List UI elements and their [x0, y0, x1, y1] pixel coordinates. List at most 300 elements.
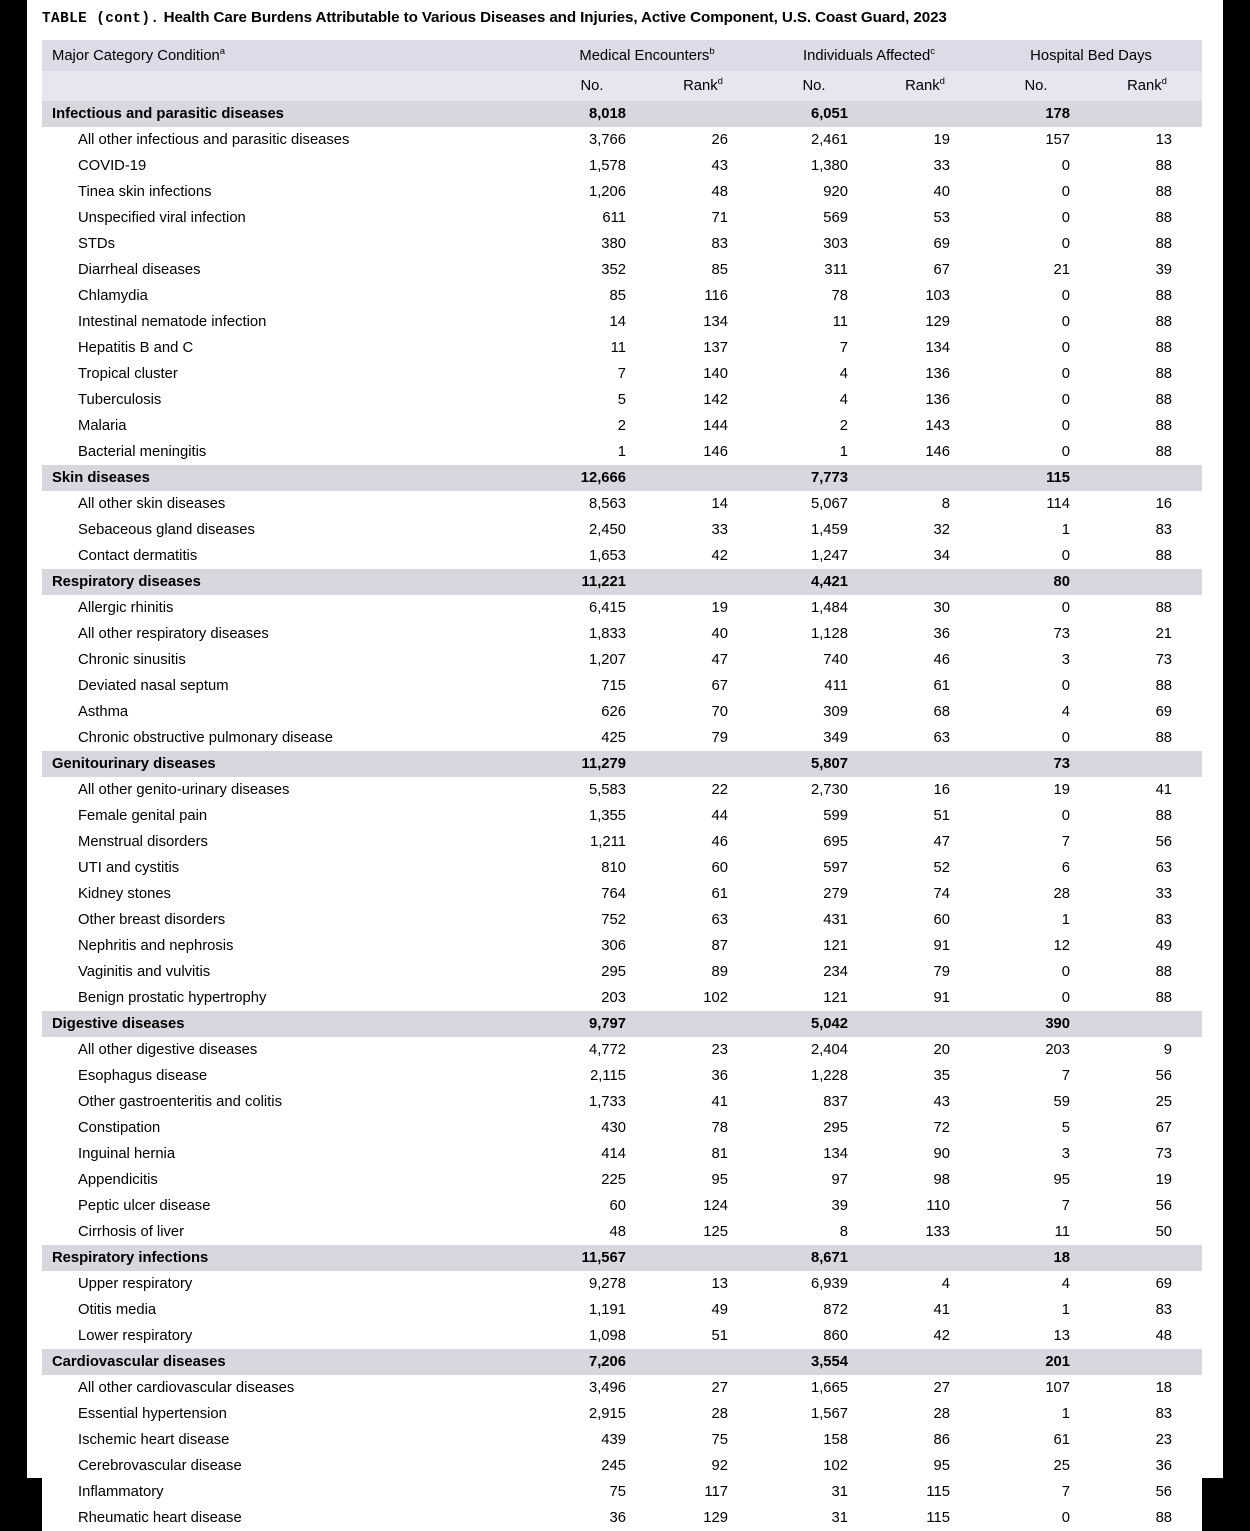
row-value-no: 9,278	[536, 1271, 648, 1297]
row-value-no: 4	[758, 387, 870, 413]
row-value-rank: 134	[648, 309, 758, 335]
table-row	[42, 1323, 1202, 1349]
row-value-rank: 27	[648, 1375, 758, 1401]
header-no-medical: No.	[536, 71, 648, 101]
row-value-rank: 83	[1092, 1297, 1202, 1323]
row-value-rank: 13	[648, 1271, 758, 1297]
row-value-no: 309	[758, 699, 870, 725]
row-value-no: 245	[536, 1453, 648, 1479]
row-condition-label: All other cardiovascular diseases	[42, 1375, 536, 1401]
table-title-text: Health Care Burdens Attributable to Various Diseases and Injuries, Active Component, U.S. Coast Guard, 2023	[159, 9, 947, 26]
category-value-no: 80	[980, 569, 1092, 595]
row-value-no: 14	[536, 309, 648, 335]
row-value-rank: 33	[1092, 881, 1202, 907]
row-value-rank: 144	[648, 413, 758, 439]
category-value-rank	[870, 1349, 980, 1375]
row-value-rank: 91	[870, 985, 980, 1011]
header-group-hospital-bed-days	[980, 40, 1202, 71]
row-value-rank: 16	[1092, 491, 1202, 517]
row-value-no: 203	[980, 1037, 1092, 1063]
row-condition-label: Chronic sinusitis	[42, 647, 536, 673]
row-value-rank: 42	[648, 543, 758, 569]
table-row	[42, 1505, 1202, 1531]
header-rank-footnote: d	[1161, 76, 1167, 88]
row-value-rank: 47	[870, 829, 980, 855]
row-value-rank: 41	[1092, 777, 1202, 803]
row-value-rank: 88	[1092, 959, 1202, 985]
row-value-no: 121	[758, 933, 870, 959]
row-value-rank: 63	[648, 907, 758, 933]
row-value-no: 1,128	[758, 621, 870, 647]
row-value-no: 3,766	[536, 127, 648, 153]
row-value-no: 295	[758, 1115, 870, 1141]
category-value-no: 18	[980, 1245, 1092, 1271]
row-value-no: 411	[758, 673, 870, 699]
row-value-no: 0	[980, 231, 1092, 257]
header-group-label: Hospital Bed Days	[1030, 48, 1152, 64]
row-condition-label: All other respiratory diseases	[42, 621, 536, 647]
row-condition-label: Upper respiratory	[42, 1271, 536, 1297]
row-value-no: 1	[758, 439, 870, 465]
header-condition-footnote: a	[219, 46, 226, 58]
row-condition-label: UTI and cystitis	[42, 855, 536, 881]
row-condition-label: Tinea skin infections	[42, 179, 536, 205]
table-row	[42, 829, 1202, 855]
row-condition-label: Essential hypertension	[42, 1401, 536, 1427]
row-value-no: 1,567	[758, 1401, 870, 1427]
row-value-rank: 95	[648, 1167, 758, 1193]
table-row	[42, 1219, 1202, 1245]
row-value-rank: 95	[870, 1453, 980, 1479]
row-value-rank: 34	[870, 543, 980, 569]
category-value-rank	[1092, 465, 1202, 491]
row-value-no: 5,583	[536, 777, 648, 803]
row-value-rank: 125	[648, 1219, 758, 1245]
table-row	[42, 1427, 1202, 1453]
row-value-rank: 83	[1092, 907, 1202, 933]
row-value-no: 21	[980, 257, 1092, 283]
row-value-rank: 83	[1092, 517, 1202, 543]
row-value-rank: 133	[870, 1219, 980, 1245]
header-condition	[42, 40, 536, 71]
row-value-no: 0	[980, 1505, 1092, 1531]
row-condition-label: Inguinal hernia	[42, 1141, 536, 1167]
row-value-rank: 136	[870, 361, 980, 387]
table-category-row	[42, 1245, 1202, 1271]
row-value-rank: 26	[648, 127, 758, 153]
row-value-no: 380	[536, 231, 648, 257]
row-value-no: 3	[980, 647, 1092, 673]
row-condition-label: Otitis media	[42, 1297, 536, 1323]
category-value-rank	[648, 569, 758, 595]
table-row	[42, 1089, 1202, 1115]
row-value-rank: 88	[1092, 309, 1202, 335]
table-row	[42, 725, 1202, 751]
row-value-no: 0	[980, 283, 1092, 309]
row-value-no: 295	[536, 959, 648, 985]
row-value-rank: 40	[870, 179, 980, 205]
category-value-no: 5,042	[758, 1011, 870, 1037]
row-condition-label: Hepatitis B and C	[42, 335, 536, 361]
table-row	[42, 335, 1202, 361]
row-value-no: 0	[980, 595, 1092, 621]
row-value-rank: 9	[1092, 1037, 1202, 1063]
category-value-rank	[648, 751, 758, 777]
row-value-no: 1	[536, 439, 648, 465]
row-value-rank: 68	[870, 699, 980, 725]
category-value-rank	[870, 569, 980, 595]
row-condition-label: Unspecified viral infection	[42, 205, 536, 231]
row-value-no: 7	[980, 829, 1092, 855]
table-category-row	[42, 1011, 1202, 1037]
row-condition-label: All other genito-urinary diseases	[42, 777, 536, 803]
row-value-rank: 102	[648, 985, 758, 1011]
row-value-no: 25	[980, 1453, 1092, 1479]
row-value-no: 95	[980, 1167, 1092, 1193]
row-value-no: 1,380	[758, 153, 870, 179]
table-row	[42, 179, 1202, 205]
category-value-rank	[1092, 1245, 1202, 1271]
row-value-no: 114	[980, 491, 1092, 517]
category-label: Digestive diseases	[42, 1011, 536, 1037]
row-value-rank: 44	[648, 803, 758, 829]
row-value-no: 59	[980, 1089, 1092, 1115]
table-row	[42, 621, 1202, 647]
row-value-rank: 51	[648, 1323, 758, 1349]
category-value-rank	[1092, 1349, 1202, 1375]
table-row	[42, 1141, 1202, 1167]
row-value-rank: 129	[870, 309, 980, 335]
row-value-no: 13	[980, 1323, 1092, 1349]
row-value-no: 2,404	[758, 1037, 870, 1063]
row-value-no: 837	[758, 1089, 870, 1115]
row-value-no: 1,484	[758, 595, 870, 621]
row-condition-label: Lower respiratory	[42, 1323, 536, 1349]
row-value-rank: 21	[1092, 621, 1202, 647]
category-value-rank	[1092, 751, 1202, 777]
row-value-rank: 22	[648, 777, 758, 803]
row-value-no: 7	[980, 1479, 1092, 1505]
category-value-rank	[1092, 1011, 1202, 1037]
row-value-rank: 23	[1092, 1427, 1202, 1453]
row-value-rank: 88	[1092, 543, 1202, 569]
row-condition-label: Allergic rhinitis	[42, 595, 536, 621]
row-value-rank: 67	[870, 257, 980, 283]
row-value-rank: 49	[648, 1297, 758, 1323]
row-value-rank: 72	[870, 1115, 980, 1141]
row-value-rank: 88	[1092, 231, 1202, 257]
row-value-no: 2,450	[536, 517, 648, 543]
row-value-rank: 48	[648, 179, 758, 205]
row-value-rank: 56	[1092, 1193, 1202, 1219]
row-value-no: 36	[536, 1505, 648, 1531]
row-value-no: 1,191	[536, 1297, 648, 1323]
category-value-rank	[1092, 101, 1202, 127]
row-value-no: 134	[758, 1141, 870, 1167]
row-condition-label: Bacterial meningitis	[42, 439, 536, 465]
row-value-no: 303	[758, 231, 870, 257]
row-value-no: 0	[980, 361, 1092, 387]
row-value-no: 107	[980, 1375, 1092, 1401]
category-label: Genitourinary diseases	[42, 751, 536, 777]
table-row	[42, 1063, 1202, 1089]
row-value-rank: 83	[1092, 1401, 1202, 1427]
row-value-rank: 116	[648, 283, 758, 309]
row-value-rank: 143	[870, 413, 980, 439]
table-row	[42, 1375, 1202, 1401]
row-value-no: 19	[980, 777, 1092, 803]
row-value-rank: 88	[1092, 413, 1202, 439]
row-value-no: 872	[758, 1297, 870, 1323]
row-value-rank: 67	[648, 673, 758, 699]
table-row	[42, 647, 1202, 673]
category-value-no: 12,666	[536, 465, 648, 491]
table-body	[42, 101, 1202, 1531]
header-no-bed-days: No.	[980, 71, 1092, 101]
category-value-rank	[870, 1011, 980, 1037]
row-value-no: 234	[758, 959, 870, 985]
row-value-rank: 79	[648, 725, 758, 751]
category-value-no: 178	[980, 101, 1092, 127]
table-row	[42, 907, 1202, 933]
row-value-rank: 88	[1092, 1505, 1202, 1531]
row-condition-label: Diarrheal diseases	[42, 257, 536, 283]
row-value-no: 752	[536, 907, 648, 933]
row-value-rank: 39	[1092, 257, 1202, 283]
row-value-no: 225	[536, 1167, 648, 1193]
row-condition-label: STDs	[42, 231, 536, 257]
document-page	[27, 0, 1223, 1526]
row-value-rank: 98	[870, 1167, 980, 1193]
row-value-rank: 47	[648, 647, 758, 673]
row-value-no: 102	[758, 1453, 870, 1479]
category-value-rank	[648, 1245, 758, 1271]
row-value-no: 1,247	[758, 543, 870, 569]
table-row	[42, 1115, 1202, 1141]
row-value-rank: 19	[648, 595, 758, 621]
row-value-rank: 73	[1092, 1141, 1202, 1167]
row-value-no: 3,496	[536, 1375, 648, 1401]
row-value-rank: 74	[870, 881, 980, 907]
row-value-no: 810	[536, 855, 648, 881]
row-value-no: 85	[536, 283, 648, 309]
row-condition-label: Female genital pain	[42, 803, 536, 829]
row-value-rank: 115	[870, 1505, 980, 1531]
row-value-no: 8	[758, 1219, 870, 1245]
row-condition-label: Deviated nasal septum	[42, 673, 536, 699]
row-value-no: 75	[536, 1479, 648, 1505]
row-condition-label: Chlamydia	[42, 283, 536, 309]
row-value-rank: 88	[1092, 283, 1202, 309]
row-value-rank: 88	[1092, 439, 1202, 465]
table-category-row	[42, 101, 1202, 127]
table-row	[42, 127, 1202, 153]
header-rank-label: Rank	[1127, 78, 1162, 94]
category-value-no: 201	[980, 1349, 1092, 1375]
header-rank-label: Rank	[905, 78, 940, 94]
table-row	[42, 595, 1202, 621]
row-value-no: 31	[758, 1505, 870, 1531]
row-value-rank: 67	[1092, 1115, 1202, 1141]
row-value-rank: 23	[648, 1037, 758, 1063]
row-value-no: 311	[758, 257, 870, 283]
row-value-no: 4,772	[536, 1037, 648, 1063]
row-value-rank: 56	[1092, 1479, 1202, 1505]
row-value-rank: 53	[870, 205, 980, 231]
row-value-rank: 25	[1092, 1089, 1202, 1115]
row-condition-label: Intestinal nematode infection	[42, 309, 536, 335]
row-value-rank: 60	[870, 907, 980, 933]
table-row	[42, 803, 1202, 829]
row-value-rank: 33	[870, 153, 980, 179]
row-value-no: 3	[980, 1141, 1092, 1167]
row-condition-label: Tuberculosis	[42, 387, 536, 413]
row-value-rank: 49	[1092, 933, 1202, 959]
row-condition-label: Inflammatory	[42, 1479, 536, 1505]
row-value-rank: 110	[870, 1193, 980, 1219]
row-value-rank: 63	[870, 725, 980, 751]
row-value-no: 11	[980, 1219, 1092, 1245]
row-value-no: 0	[980, 725, 1092, 751]
row-value-no: 4	[980, 699, 1092, 725]
row-value-no: 1,207	[536, 647, 648, 673]
row-value-rank: 36	[870, 621, 980, 647]
row-value-no: 7	[758, 335, 870, 361]
header-subcolumn-row	[42, 71, 1202, 101]
row-value-no: 1,653	[536, 543, 648, 569]
row-value-rank: 88	[1092, 803, 1202, 829]
table-row	[42, 283, 1202, 309]
row-value-no: 599	[758, 803, 870, 829]
category-value-rank	[648, 101, 758, 127]
category-value-no: 7,773	[758, 465, 870, 491]
table-row	[42, 387, 1202, 413]
row-condition-label: Nephritis and nephrosis	[42, 933, 536, 959]
row-value-rank: 88	[1092, 725, 1202, 751]
row-value-no: 0	[980, 985, 1092, 1011]
header-rank-bed-days	[1092, 71, 1202, 101]
row-value-no: 7	[536, 361, 648, 387]
row-value-rank: 117	[648, 1479, 758, 1505]
row-value-rank: 69	[1092, 699, 1202, 725]
category-value-no: 73	[980, 751, 1092, 777]
row-value-no: 31	[758, 1479, 870, 1505]
header-condition-label: Major Category Condition	[52, 48, 220, 64]
table-row	[42, 1037, 1202, 1063]
row-value-no: 611	[536, 205, 648, 231]
category-value-rank	[870, 751, 980, 777]
row-condition-label: Cerebrovascular disease	[42, 1453, 536, 1479]
row-value-rank: 36	[648, 1063, 758, 1089]
row-value-no: 1,665	[758, 1375, 870, 1401]
row-value-no: 1,578	[536, 153, 648, 179]
category-label: Skin diseases	[42, 465, 536, 491]
row-value-no: 7	[980, 1193, 1092, 1219]
row-value-rank: 88	[1092, 985, 1202, 1011]
category-value-no: 115	[980, 465, 1092, 491]
row-value-no: 0	[980, 335, 1092, 361]
row-value-no: 0	[980, 803, 1092, 829]
row-value-no: 5,067	[758, 491, 870, 517]
row-value-no: 764	[536, 881, 648, 907]
row-value-no: 0	[980, 153, 1092, 179]
row-value-no: 1,206	[536, 179, 648, 205]
row-value-rank: 30	[870, 595, 980, 621]
table-row	[42, 231, 1202, 257]
row-value-rank: 61	[648, 881, 758, 907]
row-value-no: 97	[758, 1167, 870, 1193]
header-group-row	[42, 40, 1202, 71]
row-condition-label: All other digestive diseases	[42, 1037, 536, 1063]
row-value-no: 1	[980, 1297, 1092, 1323]
row-condition-label: Sebaceous gland diseases	[42, 517, 536, 543]
row-value-no: 2,115	[536, 1063, 648, 1089]
row-value-no: 61	[980, 1427, 1092, 1453]
row-value-no: 7	[980, 1063, 1092, 1089]
row-value-no: 0	[980, 387, 1092, 413]
header-condition-spacer	[42, 71, 536, 101]
table-row	[42, 1453, 1202, 1479]
row-value-rank: 73	[1092, 647, 1202, 673]
category-value-no: 4,421	[758, 569, 870, 595]
row-value-rank: 60	[648, 855, 758, 881]
row-condition-label: Constipation	[42, 1115, 536, 1141]
row-value-rank: 50	[1092, 1219, 1202, 1245]
row-condition-label: Esophagus disease	[42, 1063, 536, 1089]
row-value-rank: 40	[648, 621, 758, 647]
category-value-no: 11,567	[536, 1245, 648, 1271]
row-value-no: 569	[758, 205, 870, 231]
table-row	[42, 985, 1202, 1011]
row-value-no: 203	[536, 985, 648, 1011]
header-rank-individuals	[870, 71, 980, 101]
row-value-no: 0	[980, 439, 1092, 465]
header-group-label: Medical Encounters	[579, 48, 710, 64]
row-value-rank: 71	[648, 205, 758, 231]
row-value-no: 0	[980, 413, 1092, 439]
row-value-no: 1	[980, 1401, 1092, 1427]
health-burden-table	[42, 40, 1202, 1531]
row-value-no: 2,730	[758, 777, 870, 803]
header-group-medical-encounters	[536, 40, 758, 71]
row-value-no: 4	[758, 361, 870, 387]
row-value-no: 0	[980, 673, 1092, 699]
row-condition-label: Cirrhosis of liver	[42, 1219, 536, 1245]
table-row	[42, 699, 1202, 725]
header-group-label: Individuals Affected	[803, 48, 931, 64]
row-value-rank: 32	[870, 517, 980, 543]
row-value-rank: 20	[870, 1037, 980, 1063]
row-value-rank: 13	[1092, 127, 1202, 153]
row-value-rank: 28	[648, 1401, 758, 1427]
row-condition-label: Rheumatic heart disease	[42, 1505, 536, 1531]
table-row	[42, 959, 1202, 985]
row-value-no: 6	[980, 855, 1092, 881]
category-value-rank	[870, 101, 980, 127]
row-condition-label: COVID-19	[42, 153, 536, 179]
header-rank-label: Rank	[683, 78, 718, 94]
table-row	[42, 673, 1202, 699]
table-row	[42, 257, 1202, 283]
row-value-no: 0	[980, 543, 1092, 569]
row-value-no: 626	[536, 699, 648, 725]
row-value-no: 4	[980, 1271, 1092, 1297]
row-value-rank: 103	[870, 283, 980, 309]
table-category-row	[42, 569, 1202, 595]
row-value-rank: 35	[870, 1063, 980, 1089]
row-value-rank: 146	[648, 439, 758, 465]
row-value-rank: 92	[648, 1453, 758, 1479]
